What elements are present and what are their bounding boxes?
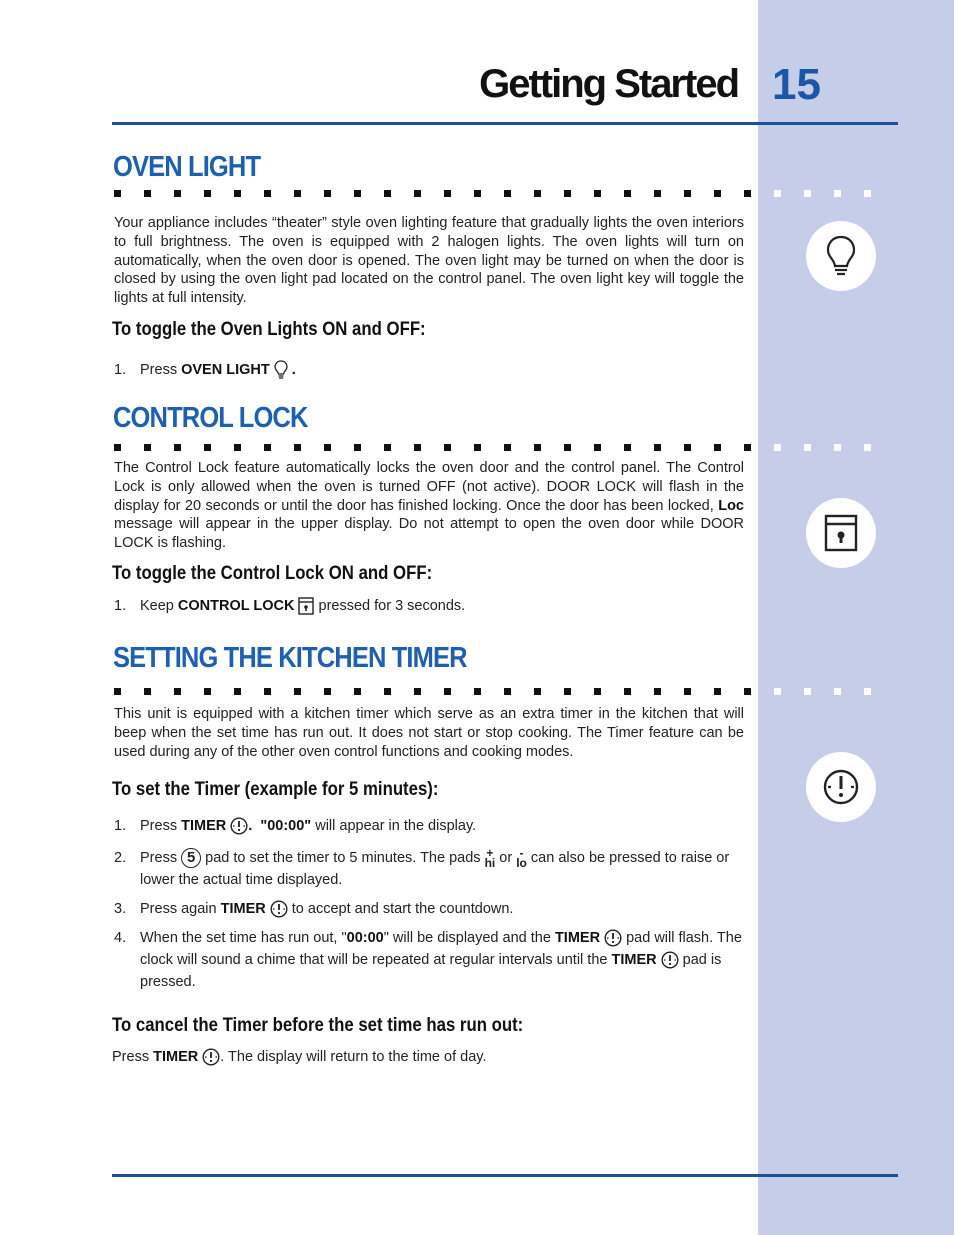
divider-dot xyxy=(444,444,451,451)
divider-dot xyxy=(684,190,691,197)
divider-dot xyxy=(864,688,871,695)
control-lock-icon-badge xyxy=(806,498,876,568)
timer-cancel-step: Press TIMER . The display will return to the time of day. xyxy=(112,1049,487,1065)
divider-dot xyxy=(564,688,571,695)
divider-dot xyxy=(474,688,481,695)
timer-body: This unit is equipped with a kitchen timer which serve as an extra timer in the kitchen that will beep when the set time has run out. It does not start or stop cooking. The Timer feature can be used during any of the other oven control functions and cooking modes. xyxy=(114,706,744,760)
divider-dot xyxy=(354,688,361,695)
divider-dot xyxy=(774,190,781,197)
divider-dot xyxy=(714,190,721,197)
divider-dot xyxy=(174,190,181,197)
divider-dot xyxy=(444,190,451,197)
divider-dot xyxy=(174,444,181,451)
page-number: 15 xyxy=(772,60,821,109)
divider-dot xyxy=(204,688,211,695)
divider-dot xyxy=(234,190,241,197)
footer-rule xyxy=(112,1174,898,1177)
divider-dot xyxy=(384,190,391,197)
divider-dot xyxy=(114,688,121,695)
divider-dot xyxy=(384,688,391,695)
header-rule xyxy=(112,122,898,125)
lightbulb-icon xyxy=(823,234,859,278)
control-lock-subhead: To toggle the Control Lock ON and OFF: xyxy=(112,562,433,584)
divider-dot xyxy=(354,444,361,451)
timer-icon xyxy=(270,900,288,918)
lock-icon xyxy=(298,597,314,615)
divider-dot xyxy=(504,190,511,197)
divider-dot xyxy=(774,688,781,695)
section-title-control-lock: CONTROL LOCK xyxy=(113,402,308,434)
divider-dot xyxy=(594,190,601,197)
lightbulb-icon xyxy=(274,360,288,380)
divider-dot xyxy=(234,444,241,451)
divider-dot xyxy=(144,444,151,451)
divider-dot xyxy=(624,688,631,695)
divider-dot xyxy=(144,190,151,197)
timer-icon xyxy=(661,951,679,969)
divider-dot xyxy=(654,688,661,695)
section-title-oven-light: OVEN LIGHT xyxy=(113,151,261,183)
divider-dot xyxy=(744,190,751,197)
divider-dot xyxy=(804,444,811,451)
number-5-pad-icon: 5 xyxy=(181,848,201,868)
divider-dot xyxy=(474,190,481,197)
divider-dot xyxy=(234,688,241,695)
divider-dot xyxy=(834,444,841,451)
oven-light-subhead: To toggle the Oven Lights ON and OFF: xyxy=(112,318,426,340)
divider-dot xyxy=(744,688,751,695)
divider-dot xyxy=(294,444,301,451)
oven-light-icon-badge xyxy=(806,221,876,291)
divider-dot xyxy=(504,688,511,695)
divider-dot xyxy=(264,190,271,197)
divider-dot xyxy=(684,444,691,451)
timer-icon xyxy=(202,1048,220,1066)
divider-dot xyxy=(354,190,361,197)
timer-subhead: To set the Timer (example for 5 minutes): xyxy=(112,778,439,800)
divider-dot xyxy=(534,190,541,197)
divider-dot xyxy=(204,444,211,451)
divider-dot xyxy=(594,688,601,695)
divider-dot xyxy=(294,688,301,695)
divider-dot xyxy=(684,688,691,695)
divider-dot xyxy=(174,688,181,695)
divider-dot xyxy=(114,190,121,197)
timer-icon xyxy=(604,929,622,947)
divider-dot xyxy=(624,444,631,451)
timer-icon xyxy=(821,767,861,807)
divider-dot xyxy=(324,688,331,695)
divider-dot xyxy=(804,688,811,695)
divider-dot xyxy=(564,190,571,197)
divider-dot xyxy=(444,688,451,695)
divider-dot xyxy=(834,190,841,197)
divider-dot xyxy=(384,444,391,451)
divider-dot xyxy=(594,444,601,451)
divider-dot xyxy=(504,444,511,451)
divider-dot xyxy=(474,444,481,451)
divider-dot xyxy=(204,190,211,197)
timer-icon xyxy=(230,817,248,835)
hi-pad-icon: + hi xyxy=(484,846,496,871)
dot-divider xyxy=(114,444,898,451)
divider-dot xyxy=(114,444,121,451)
dot-divider xyxy=(114,190,898,197)
oven-light-body: Your appliance includes “theater” style oven lighting feature that gradually lights the oven interiors to full brightness. The oven is equipped with 2 halogen lights. The oven lights will turn on automatically, when the oven door is opened. The oven light may be turned on when the door is closed by using the oven light pad located on the control panel. The oven light key will toggle the lights at full intensity. xyxy=(114,215,744,307)
divider-dot xyxy=(714,688,721,695)
divider-dot xyxy=(654,190,661,197)
divider-dot xyxy=(264,444,271,451)
divider-dot xyxy=(264,688,271,695)
divider-dot xyxy=(834,688,841,695)
divider-dot xyxy=(534,688,541,695)
lo-pad-icon: - lo xyxy=(516,846,527,871)
control-lock-body: The Control Lock feature automatically locks the oven door and the control panel. The Control Lock is only allowed when the oven is turned OFF (not active). DOOR LOCK will flash in the display for 20 seconds or until the door has finished locking. Once the door has been locked, Loc message will appear in the upper display. Do not attempt to open the oven door while DOOR LOCK is flashing. xyxy=(114,460,744,552)
divider-dot xyxy=(624,190,631,197)
divider-dot xyxy=(804,190,811,197)
divider-dot xyxy=(414,190,421,197)
page-title: Getting Started xyxy=(479,62,738,106)
divider-dot xyxy=(564,444,571,451)
dot-divider xyxy=(114,688,898,695)
timer-cancel-subhead: To cancel the Timer before the set time has run out: xyxy=(112,1014,524,1036)
divider-dot xyxy=(774,444,781,451)
divider-dot xyxy=(414,444,421,451)
timer-icon-badge xyxy=(806,752,876,822)
divider-dot xyxy=(144,688,151,695)
lock-icon xyxy=(824,514,858,552)
divider-dot xyxy=(294,190,301,197)
divider-dot xyxy=(864,190,871,197)
divider-dot xyxy=(744,444,751,451)
sidebar-band xyxy=(758,0,954,1235)
divider-dot xyxy=(414,688,421,695)
divider-dot xyxy=(324,190,331,197)
divider-dot xyxy=(654,444,661,451)
divider-dot xyxy=(324,444,331,451)
divider-dot xyxy=(534,444,541,451)
divider-dot xyxy=(864,444,871,451)
section-title-kitchen-timer: SETTING THE KITCHEN TIMER xyxy=(113,642,467,674)
divider-dot xyxy=(714,444,721,451)
